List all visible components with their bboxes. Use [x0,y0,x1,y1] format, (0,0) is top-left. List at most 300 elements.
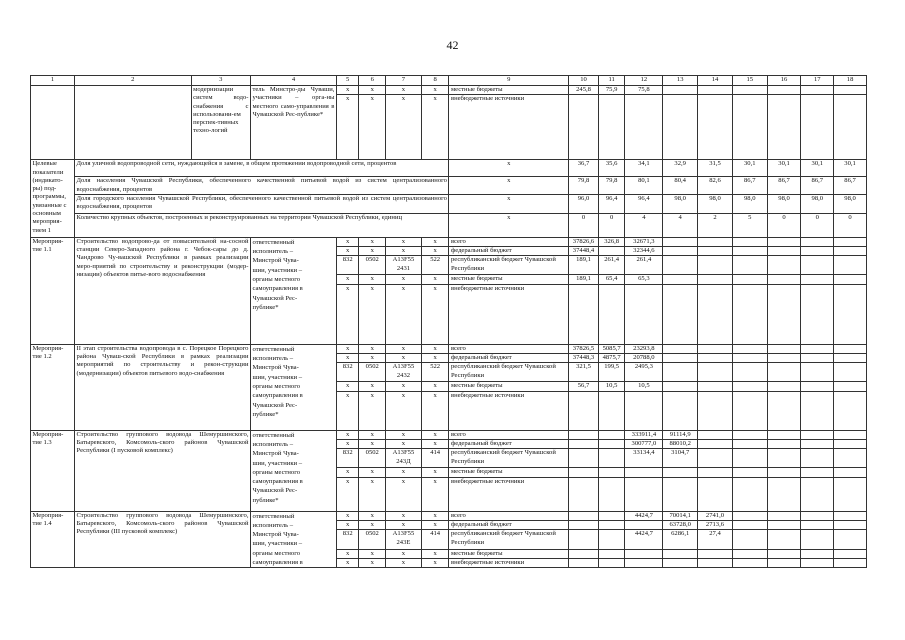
value-cell [767,530,801,549]
indicators-label: Целевые показатели (индикато-ры) под-программы, увязанные с основным мероприя-тием 1 [31,160,75,238]
value-cell [834,275,867,284]
indicator-value: 0 [598,213,625,237]
code-cell: 0502 [359,449,386,468]
value-cell [767,284,801,344]
executor-line: органы местного [252,468,301,476]
executor-line: органы местного [252,549,301,557]
column-header: 17 [801,76,834,86]
value-cell [663,558,698,567]
measure-name-cell: модернизации систем водо-снабжения с использовани-ем перспек-тивных техно-логий [191,86,250,160]
value-cell [698,430,733,439]
column-header: 6 [359,76,386,86]
empty-cell [31,86,75,160]
value-cell: 326,8 [598,237,625,246]
indicator-value: 35,6 [598,160,625,177]
code-cell: 832 [336,256,359,275]
code-cell: x [386,391,422,430]
value-cell [569,449,599,468]
value-cell [834,247,867,256]
executor-line: Минстрой Чува- [252,531,299,539]
source-cell: всего [449,430,569,439]
executor-line: ответственный [252,345,295,353]
value-cell [732,520,767,529]
value-cell: 32671,3 [625,237,663,246]
value-cell [698,477,733,511]
value-cell [834,430,867,439]
value-cell [732,430,767,439]
source-cell: республиканский бюджет Чувашской Республики [449,449,569,468]
table-body [31,76,867,568]
value-cell: 300777,0 [625,439,663,448]
code-cell: x [336,558,359,567]
value-cell: 91114,9 [663,430,698,439]
indicator-value: 30,1 [801,160,834,177]
program-table [30,75,867,568]
value-cell [834,391,867,430]
measure-row [31,430,867,439]
code-cell: x [421,439,449,448]
value-cell [732,256,767,275]
value-cell [834,477,867,511]
code-cell: x [359,284,386,344]
value-cell [767,520,801,529]
code-cell: x [421,511,449,520]
indicator-text: Количество крупных объектов, построенных и реконструированных на территории Чувашской Республики, единиц [75,213,449,237]
value-cell [767,237,801,246]
indicator-value: 0 [834,213,867,237]
value-cell [598,520,625,529]
value-cell [834,363,867,382]
value-cell [801,520,834,529]
column-header: 14 [698,76,733,86]
value-cell [767,391,801,430]
executor-line: органы местного [252,382,301,390]
code-cell: x [421,520,449,529]
indicator-value: 86,7 [834,177,867,195]
executor-line: Чувашской Рес- [252,401,298,409]
value-cell [801,391,834,430]
indicator-value: 80,1 [625,177,663,195]
value-cell: 75,8 [625,86,663,95]
code-cell: x [386,275,422,284]
code-cell: x [336,382,359,391]
executor-line: Минстрой Чува- [252,364,299,372]
value-cell [698,86,733,95]
code-cell: x [359,477,386,511]
column-header: 1 [31,76,75,86]
column-header: 18 [834,76,867,86]
value-cell [834,86,867,95]
value-cell [801,256,834,275]
value-cell [698,558,733,567]
code-cell: x [336,549,359,558]
value-cell: 245,8 [569,86,599,95]
indicator-text: Доля городского населения Чувашской Республики, обеспеченного качественной питьевой водой из систем централизованного водоснабжения, процентов [75,194,449,213]
code-cell: 522 [421,256,449,275]
code-cell: x [336,520,359,529]
value-cell [732,391,767,430]
value-cell: 189,1 [569,275,599,284]
code-cell: x [336,477,359,511]
value-cell [598,549,625,558]
value-cell [569,530,599,549]
value-cell [663,95,698,160]
value-cell [698,382,733,391]
column-header: 16 [767,76,801,86]
column-header: 9 [449,76,569,86]
indicator-value: 32,9 [663,160,698,177]
value-cell [698,354,733,363]
value-cell: 37826,6 [569,237,599,246]
code-cell: 414 [421,530,449,549]
measure-label: Мероприя-тие 1.2 [31,344,75,430]
indicator-value: 86,7 [732,177,767,195]
value-cell [698,284,733,344]
value-cell [569,477,599,511]
indicator-marker: x [449,160,569,177]
measure-description: Строительство группового водовода Шемуршинского, Батыревского, Комсомоль-ского районов Чувашской Республики (I пусковой комплекс) [75,430,251,511]
value-cell: 65,3 [625,275,663,284]
executor-line: ответственный [252,512,295,520]
measure-row [31,511,867,520]
source-cell: местные бюджеты [449,549,569,558]
value-cell [598,468,625,477]
value-cell [801,354,834,363]
value-cell: 321,5 [569,363,599,382]
value-cell [732,449,767,468]
indicator-value: 86,7 [801,177,834,195]
value-cell: 261,4 [598,256,625,275]
value-cell: 20788,0 [625,354,663,363]
indicator-value: 82,6 [698,177,733,195]
code-cell: x [386,237,422,246]
value-cell [625,468,663,477]
value-cell [801,477,834,511]
code-cell: 832 [336,530,359,549]
value-cell [663,344,698,353]
source-cell: внебюджетные источники [449,284,569,344]
value-cell [569,391,599,430]
value-cell: 56,7 [569,382,599,391]
indicator-value: 4 [625,213,663,237]
code-cell: x [359,86,386,95]
value-cell [767,256,801,275]
code-cell: x [421,549,449,558]
value-cell [569,95,599,160]
value-cell: 37448,4 [569,247,599,256]
measure-description: II этап строительства водопровода в с. Порецкое Порецкого района Чуваш-ской Республики в рамках реализации мероприятий по строительству и рекон-струкции (модернизации) объектов питьевого водо-снабжения [75,344,251,430]
value-cell [698,549,733,558]
executor-line: Чувашской Рес- [252,294,298,302]
code-cell: x [359,95,386,160]
value-cell: 2713,6 [698,520,733,529]
indicator-value: 0 [569,213,599,237]
indicator-value: 31,5 [698,160,733,177]
value-cell [767,95,801,160]
value-cell: 32344,6 [625,247,663,256]
value-cell: 4424,7 [625,530,663,549]
indicator-value: 0 [767,213,801,237]
value-cell [663,256,698,275]
code-cell: A13F55 243Е [386,530,422,549]
code-cell: x [421,477,449,511]
indicator-row [31,177,867,195]
value-cell [663,391,698,430]
value-cell [801,549,834,558]
value-cell [801,86,834,95]
value-cell [663,86,698,95]
indicator-value: 96,4 [598,194,625,213]
source-cell: местные бюджеты [449,275,569,284]
code-cell: x [421,382,449,391]
code-cell: x [336,511,359,520]
code-cell: x [386,468,422,477]
value-cell: 6286,1 [663,530,698,549]
indicator-value: 98,0 [801,194,834,213]
value-cell: 88010,2 [663,439,698,448]
value-cell [767,247,801,256]
executor-cell [250,237,336,344]
value-cell [663,237,698,246]
value-cell [801,95,834,160]
code-cell: x [359,520,386,529]
executor-line: ответственный [252,238,295,246]
value-cell [598,477,625,511]
value-cell: 70014,1 [663,511,698,520]
value-cell [625,520,663,529]
indicator-value: 30,1 [732,160,767,177]
executor-line: публике* [252,410,279,418]
value-cell [698,237,733,246]
code-cell: x [336,391,359,430]
indicator-value: 98,0 [834,194,867,213]
source-cell: федеральный бюджет [449,354,569,363]
value-cell [663,363,698,382]
value-cell: 10,5 [625,382,663,391]
value-cell [732,354,767,363]
code-cell: x [386,511,422,520]
value-cell [801,439,834,448]
indicator-value: 2 [698,213,733,237]
value-cell: 2741,0 [698,511,733,520]
value-cell [801,275,834,284]
code-cell: x [359,247,386,256]
value-cell [698,439,733,448]
value-cell [767,477,801,511]
column-header: 13 [663,76,698,86]
column-header: 2 [75,76,192,86]
value-cell: 333911,4 [625,430,663,439]
indicator-text: Доля уличной водопроводной сети, нуждающейся в замене, в общем протяжении водопроводной сети, процентов [75,160,449,177]
measure-label: Мероприя-тие 1.1 [31,237,75,344]
value-cell [732,363,767,382]
value-cell [834,558,867,567]
value-cell [767,382,801,391]
code-cell: x [386,549,422,558]
value-cell [732,382,767,391]
value-cell: 65,4 [598,275,625,284]
code-cell: A13F55 2431 [386,256,422,275]
indicator-value: 4 [663,213,698,237]
value-cell [625,95,663,160]
value-cell [569,520,599,529]
source-cell: местные бюджеты [449,86,569,95]
value-cell [834,354,867,363]
column-header: 12 [625,76,663,86]
indicator-value: 98,0 [767,194,801,213]
code-cell: x [386,344,422,353]
code-cell: x [359,391,386,430]
code-cell: x [336,275,359,284]
value-cell [598,449,625,468]
value-cell: 75,9 [598,86,625,95]
value-cell [732,511,767,520]
code-cell: x [386,354,422,363]
value-cell [698,275,733,284]
value-cell [801,363,834,382]
indicator-marker: x [449,194,569,213]
value-cell [598,284,625,344]
code-cell: x [386,284,422,344]
value-cell [663,247,698,256]
code-cell: 832 [336,449,359,468]
value-cell [801,284,834,344]
code-cell: x [336,95,359,160]
source-cell: федеральный бюджет [449,439,569,448]
indicator-value: 79,8 [598,177,625,195]
executor-line: Чувашской Рес- [252,487,298,495]
value-cell [732,86,767,95]
code-cell: x [386,439,422,448]
executor-line: ответственный [252,431,295,439]
value-cell [834,237,867,246]
code-cell: x [336,237,359,246]
value-cell [834,449,867,468]
executor-line: исполнитель – [252,440,294,448]
column-header: 4 [250,76,336,86]
value-cell [801,468,834,477]
executor-line: Минстрой Чува- [252,450,299,458]
value-cell [663,354,698,363]
code-cell: x [421,247,449,256]
value-cell [569,558,599,567]
value-cell [569,511,599,520]
source-cell: внебюджетные источники [449,558,569,567]
source-cell: федеральный бюджет [449,520,569,529]
code-cell: x [386,520,422,529]
source-cell: внебюджетные источники [449,391,569,430]
header-row [31,76,867,86]
value-cell [767,439,801,448]
value-cell: 4875,7 [598,354,625,363]
value-cell [625,284,663,344]
value-cell [569,284,599,344]
value-cell [598,95,625,160]
executor-line: шии, участники – [252,266,302,274]
value-cell [767,344,801,353]
source-cell: местные бюджеты [449,382,569,391]
value-cell [834,382,867,391]
value-cell [569,430,599,439]
indicator-value: 79,8 [569,177,599,195]
executor-line: Минстрой Чува- [252,257,299,265]
value-cell [663,468,698,477]
value-cell: 10,5 [598,382,625,391]
code-cell: 414 [421,449,449,468]
code-cell: A13F55 243Д [386,449,422,468]
executor-line: публике* [252,303,279,311]
value-cell [767,363,801,382]
code-cell: x [386,86,422,95]
executor-cell: тель Минстро-ды Чуваши, участники – орга-ны местного само-управления в Чувашской Рес-публике* [250,86,336,160]
value-cell [698,256,733,275]
code-cell: x [386,430,422,439]
value-cell: 2495,3 [625,363,663,382]
column-header: 11 [598,76,625,86]
value-cell [834,520,867,529]
value-cell [801,430,834,439]
source-cell: местные бюджеты [449,468,569,477]
value-cell [801,530,834,549]
indicator-marker: x [449,177,569,195]
code-cell: x [359,237,386,246]
value-cell [801,449,834,468]
executor-line: самоуправления в [252,559,303,567]
executor-cell [250,430,336,511]
value-cell [698,344,733,353]
value-cell: 63728,0 [663,520,698,529]
source-cell: внебюджетные источники [449,477,569,511]
executor-line: публике* [252,496,279,504]
value-cell: 189,1 [569,256,599,275]
code-cell: x [421,95,449,160]
executor-line: самоуправления в [252,392,303,400]
indicator-row [31,194,867,213]
indicator-value: 0 [801,213,834,237]
value-cell [663,284,698,344]
indicator-value: 96,4 [625,194,663,213]
indicator-value: 36,7 [569,160,599,177]
indicator-row [31,160,867,177]
code-cell: x [386,247,422,256]
executor-line: исполнитель – [252,248,294,256]
value-cell [767,549,801,558]
value-cell: 5085,7 [598,344,625,353]
executor-line: самоуправления в [252,478,303,486]
value-cell [598,530,625,549]
indicator-value: 5 [732,213,767,237]
value-cell [732,344,767,353]
indicator-value: 30,1 [767,160,801,177]
source-cell: всего [449,237,569,246]
value-cell [598,430,625,439]
executor-line: исполнитель – [252,521,294,529]
value-cell [801,247,834,256]
value-cell [732,247,767,256]
value-cell [663,275,698,284]
value-cell [801,344,834,353]
executor-line: шии, участники – [252,373,302,381]
value-cell [834,95,867,160]
code-cell: x [336,86,359,95]
value-cell: 199,5 [598,363,625,382]
value-cell [801,511,834,520]
code-cell: x [359,439,386,448]
value-cell [767,86,801,95]
value-cell [834,511,867,520]
value-cell [598,439,625,448]
code-cell: x [336,439,359,448]
